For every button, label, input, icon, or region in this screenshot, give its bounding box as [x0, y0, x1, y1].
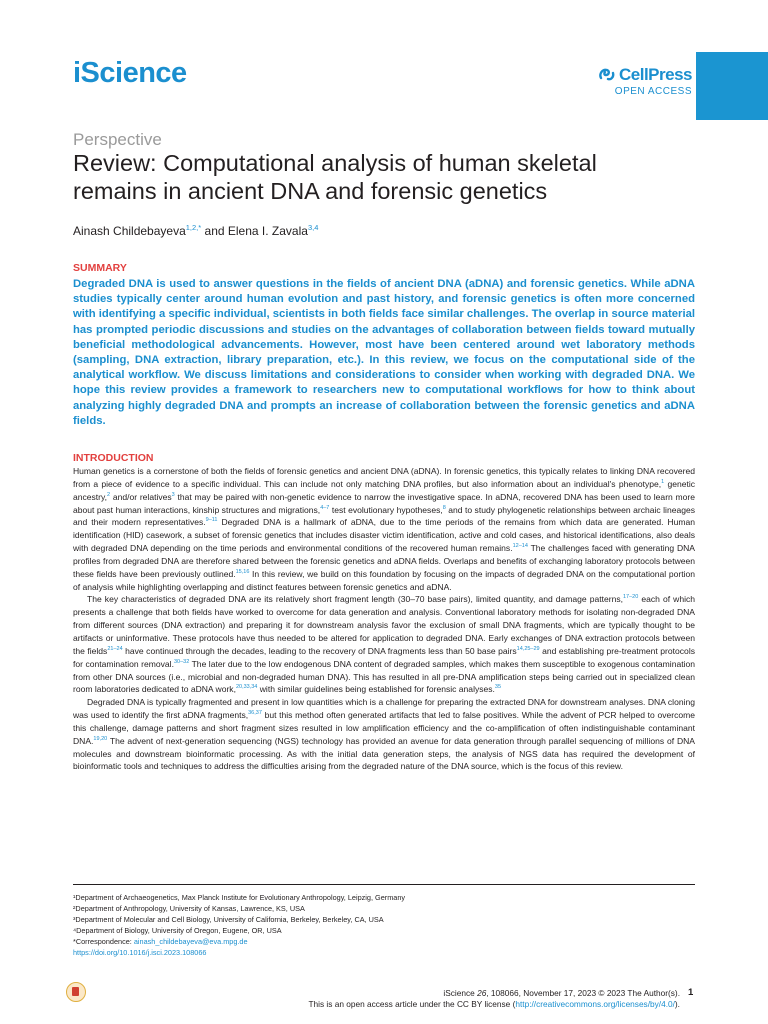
- doi-link[interactable]: https://doi.org/10.1016/j.isci.2023.108066: [73, 948, 207, 957]
- affiliation-note: ²Department of Anthropology, University of Kansas, Lawrence, KS, USA: [73, 904, 305, 913]
- publisher-name: CellPress: [619, 65, 692, 84]
- text-run: but this method often generated artifacts that led to false positives. While the advent of PCR helped to overcome this challenge, damage patterns and short fragment sizes resulted in low amplification efficiency and the co-amplification of often indistinguishable contaminant DNA.: [73, 710, 695, 746]
- footer-journal: iScience: [443, 988, 478, 998]
- citation-reference[interactable]: 1: [661, 479, 665, 485]
- correspondence-email-link[interactable]: ainash_childebayeva@eva.mpg.de: [133, 937, 248, 946]
- journal-logo: iScience: [73, 57, 187, 89]
- text-run: The challenges faced with generating DNA profiles from degraded DNA are therefore shared between the forensic genetics and aDNA fields. Overlaps and benefits of exchanging laboratory protocols between these fields have been previously outlined.: [73, 543, 695, 579]
- summary-heading: SUMMARY: [73, 262, 127, 274]
- open-access-label: OPEN ACCESS: [614, 86, 692, 97]
- author-list: [73, 223, 318, 238]
- citation-reference[interactable]: 19,20: [93, 735, 108, 742]
- author-affiliation-marker[interactable]: 1,2,*: [185, 223, 202, 232]
- text-run: The later due to the low endogenous DNA content of degraded samples, which makes them susceptible to exogenous contamination from other DNA sources (i.e., microbial and non-degraded human DNA). This has resulted in all pre-DNA amplification steps being carried out in specialized clean room laboratories dedicated to aDNA work,: [73, 658, 695, 695]
- text-run: with similar guidelines being established for forensic analyses.: [257, 684, 495, 695]
- footer-citation: , 108066, November 17, 2023 © 2023 The Author(s).: [486, 988, 680, 998]
- page-footer: [260, 988, 680, 1010]
- license-line: [260, 999, 680, 1010]
- citation-reference[interactable]: 21–24: [107, 645, 123, 652]
- introduction-heading: INTRODUCTION: [73, 452, 154, 464]
- paragraph: [73, 593, 695, 696]
- citation-line: [260, 988, 680, 999]
- article-title: Review: Computational analysis of human skeletal remains in ancient DNA and forensic genetics: [73, 150, 597, 204]
- citation-reference[interactable]: 4–7: [320, 504, 330, 511]
- footnotes: [73, 892, 695, 958]
- text-run: each of which presents a challenge that both fields have worked to overcome for data generation and analysis. Conventional laboratory methods for isolating non-degraded DNA from different sources (DNA extraction) and preparing it for downstream analysis favor the exclusion of small DNA fragments, which are typically thought to be artifacts or uninformative. These protocols have thus needed to be altered for application to degraded DNA. Early exchanges of DNA extraction protocols between the fields: [73, 594, 696, 656]
- citation-reference[interactable]: 2: [107, 491, 111, 498]
- footnote-divider: [73, 884, 695, 885]
- affiliation-note: ³Department of Molecular and Cell Biology, University of California, Berkeley, Berkeley, CA, USA: [73, 915, 384, 924]
- citation-reference[interactable]: 15,16: [235, 568, 250, 575]
- text-run: In this review, we build on this foundation by focusing on the impacts of degraded DNA on the computational portion of analysis while highlighting overlapping and distinct features between forensic genetics and aDNA.: [73, 568, 695, 592]
- text-run: Degraded DNA is a hallmark of aDNA, due to the time periods of the remains from which data are generated. Human identification (HID) casework, a subset of forensic genetics that includes disaster victim identification, active and cold cases, and historical identifications, also deals with degraded DNA depending on the time periods and environmental conditions of the recovered human remains.: [73, 517, 695, 554]
- correspondence-note: [73, 936, 695, 947]
- license-close: ).: [674, 999, 680, 1009]
- citation-reference[interactable]: 14,25–29: [516, 645, 540, 652]
- text-run: The advent of next-generation sequencing (NGS) technology has provided an avenue for data generation through parallel sequencing of millions of DNA molecules and downstream bioinformatic processing. As with the initial data generation steps, the analysis of NGS data has required the development of bioinformatic tools and techniques to address the difficulties arising from the degraded nature of the DNA source, which is the focus of this review.: [73, 735, 695, 772]
- citation-reference[interactable]: 35: [494, 684, 502, 691]
- text-run: The key characteristics of degraded DNA are its relatively short fragment length (30–70 base pairs), limited quantity, and damage patterns,: [87, 594, 623, 605]
- citation-reference[interactable]: 9–11: [205, 517, 218, 524]
- citation-reference[interactable]: 36,37: [248, 710, 262, 717]
- cellpress-swirl-icon: [598, 67, 616, 83]
- text-run: Degraded DNA is typically fragmented and present in low quantities which is a challenge for preparing the extracted DNA for downstream analyses. DNA cloning was used to identify the first aDNA fragments,: [73, 697, 695, 721]
- paragraph: [73, 696, 695, 773]
- footer-volume: 26: [477, 988, 487, 998]
- author-affiliation-marker[interactable]: 3,4: [307, 223, 319, 232]
- affiliation-note: ⁴Department of Biology, University of Oregon, Eugene, OR, USA: [73, 926, 282, 935]
- text-run: and establishing pre-treatment protocols for contamination removal.: [73, 645, 695, 669]
- citation-reference[interactable]: 8: [442, 504, 446, 511]
- citation-reference[interactable]: 17–20: [623, 594, 639, 601]
- paragraph: [73, 465, 695, 593]
- affiliation-note: ¹Department of Archaeogenetics, Max Planck Institute for Evolutionary Anthropology, Leipzig, Germany: [73, 893, 406, 902]
- author-name: Ainash Childebayeva: [73, 224, 186, 238]
- text-run: and to study phylogenetic relationships between archaic lineages and their modern representatives.: [73, 504, 695, 528]
- citation-reference[interactable]: 12–14: [512, 543, 528, 550]
- text-run: and/or relatives: [110, 491, 172, 502]
- introduction-body: [73, 465, 695, 773]
- summary-text: Degraded DNA is used to answer questions in the fields of ancient DNA (aDNA) and forensic genetics. While aDNA studies typically center around human evolution and past history, and forensic genetics is often more concerned with identifying a specific individual, scientists in both fields face similar challenges. The overlap in source material has prompted periodic discussions and studies on the advantages of collaboration between fields toward mutually beneficial methodological advancements. However, most have been centered around wet laboratory methods (sampling, DNA extraction, library preparation, etc.). In this review, we focus on the computational side of the analytical workflow. We discuss limitations and considerations to consider when working with degraded DNA. We hope this review provides a framework to researchers new to computational workflows for how to think about analyzing highly degraded DNA and prompts an increase of collaboration between the forensic genetics and aDNA fields.: [73, 278, 695, 427]
- text-run: have continued through the decades, leading to the recovery of DNA fragments less than 50 base pairs: [122, 645, 517, 656]
- text-run: genetic ancestry,: [73, 478, 696, 502]
- license-link[interactable]: http://creativecommons.org/licenses/by/4.0/: [515, 999, 675, 1009]
- text-run: that may be paired with non-genetic evidence to narrow the investigative space. In aDNA, recovered DNA has been used to learn more about past human interactions, kinship structures and migrations,: [73, 491, 696, 515]
- article-type: Perspective: [73, 130, 162, 149]
- page-number: 1: [688, 987, 694, 998]
- author-conjunction: and: [201, 224, 228, 238]
- citation-reference[interactable]: 3: [171, 491, 175, 498]
- author-name: Elena I. Zavala: [227, 224, 308, 238]
- journal-color-tab: [696, 52, 768, 120]
- citation-reference[interactable]: 20,33,34: [235, 684, 258, 691]
- correspondence-label: *Correspondence:: [73, 937, 134, 946]
- license-text: This is an open access article under the CC BY license (: [308, 999, 516, 1009]
- check-for-updates-icon[interactable]: [66, 982, 86, 1002]
- publisher-logo[interactable]: [592, 65, 692, 97]
- citation-reference[interactable]: 30–32: [173, 658, 190, 665]
- text-run: test evolutionary hypotheses,: [329, 504, 443, 515]
- text-run: Human genetics is a cornerstone of both the fields of forensic genetics and ancient DNA (aDNA). In forensic genetics, this typically relates to linking DNA recovered from a piece of evidence to a specific individual. This can include not only matching DNA profiles, but also information about an individual's phenotype,: [73, 466, 695, 489]
